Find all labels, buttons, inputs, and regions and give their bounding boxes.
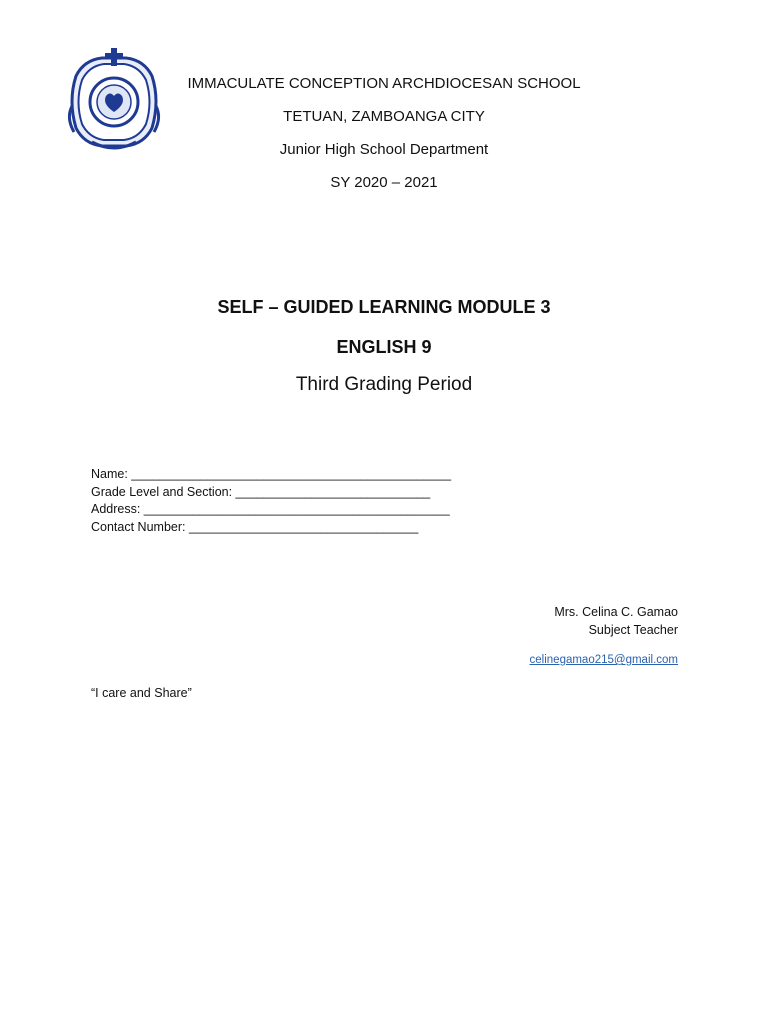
- module-title: SELF – GUIDED LEARNING MODULE 3: [217, 297, 551, 317]
- school-year: SY 2020 – 2021: [330, 174, 438, 191]
- address-field: Address: ____________________________________________: [91, 502, 450, 516]
- grade-section-field: Grade Level and Section: ____________________________: [91, 485, 431, 499]
- department-name: Junior High School Department: [279, 141, 489, 158]
- contact-number-field: Contact Number: _________________________________: [91, 520, 419, 534]
- teacher-email-link[interactable]: celinegamao215@gmail.com: [529, 654, 678, 666]
- school-seal-icon: [62, 46, 166, 152]
- school-location: TETUAN, ZAMBOANGA CITY: [283, 108, 485, 125]
- teacher-name: Mrs. Celina C. Gamao: [554, 605, 678, 619]
- school-name: IMMACULATE CONCEPTION ARCHDIOCESAN SCHOOL: [187, 75, 581, 92]
- teacher-role: Subject Teacher: [588, 623, 678, 637]
- school-motto: “I care and Share”: [91, 686, 192, 700]
- name-field: Name: ______________________________________________: [91, 467, 452, 481]
- module-period: Third Grading Period: [295, 374, 473, 395]
- module-subject: ENGLISH 9: [336, 337, 432, 357]
